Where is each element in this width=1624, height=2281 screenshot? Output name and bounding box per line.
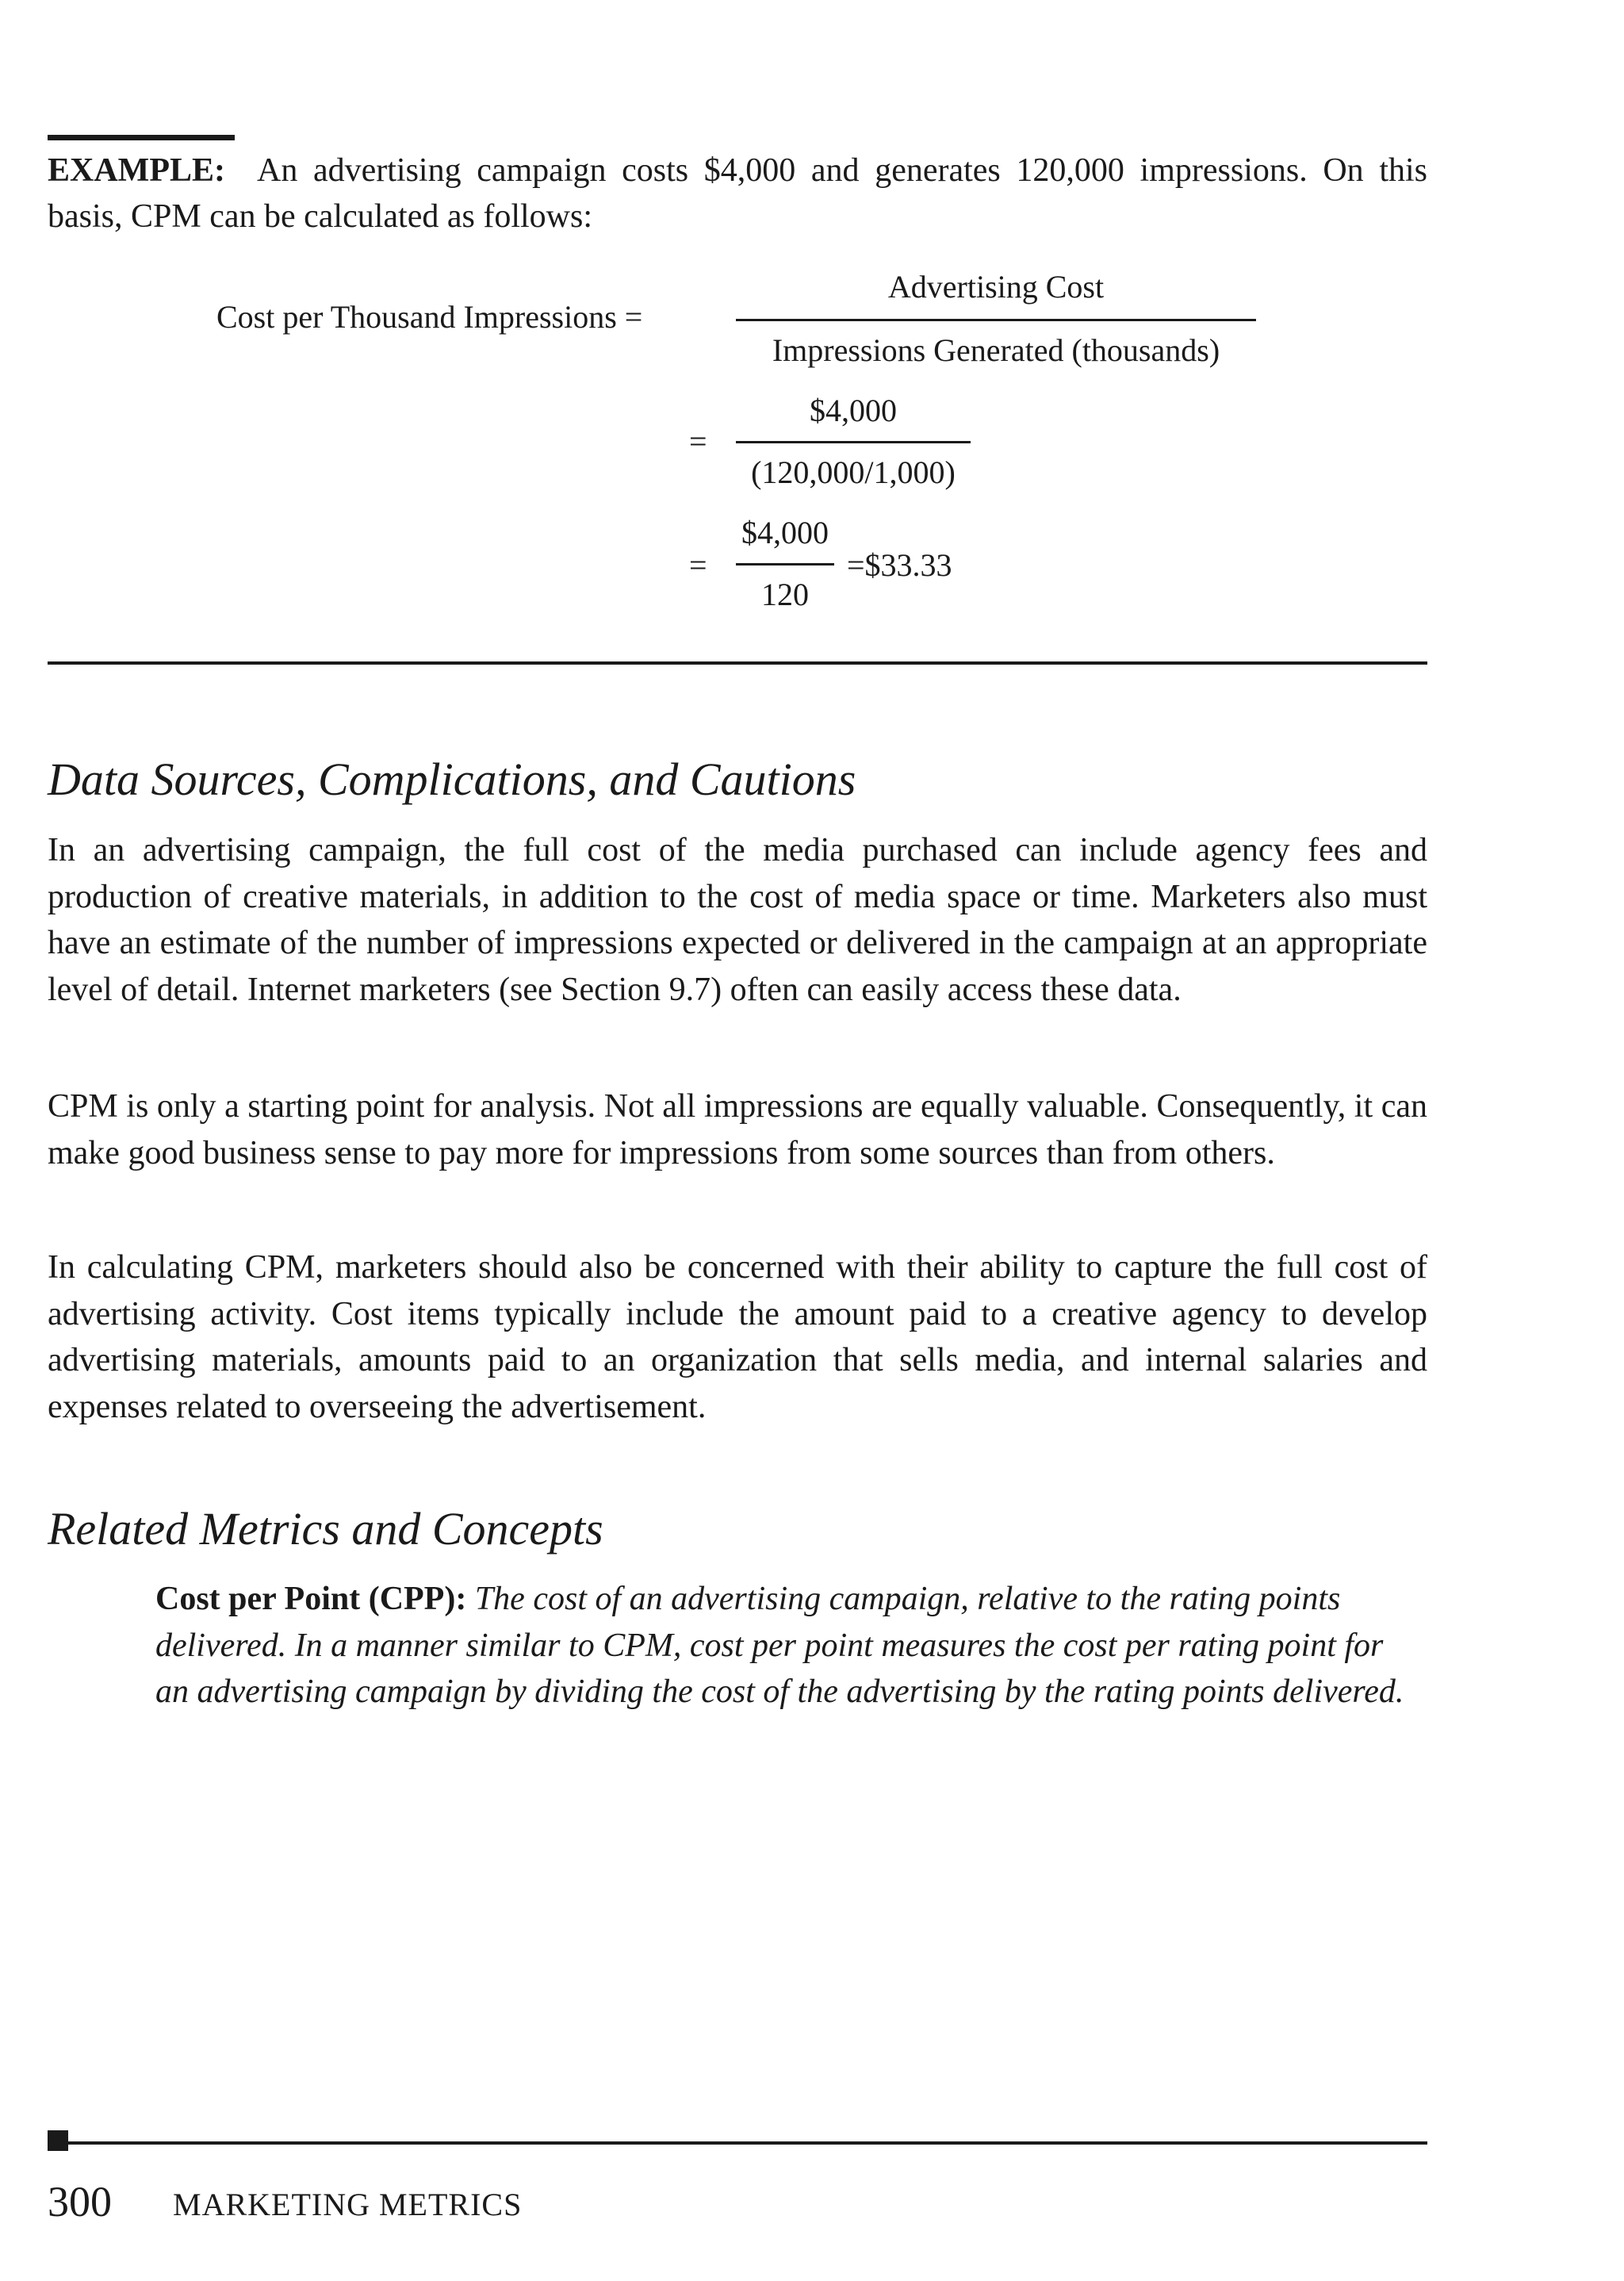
body-paragraph-1: In an advertising campaign, the full cost of the media purchased can include agency fees and production of creative materials, in addition to the cost of media space or time. Marketers also must have an estimate of the number of impressions expected or delivered in the campaign at an appropriate level of detail. Internet marketers (see Section 9.7) often can easily access these data. xyxy=(48,832,1427,1008)
term-definition-cpp xyxy=(155,1576,1408,1716)
example-text: An advertising campaign costs $4,000 and generates 120,000 impressions. On this basis, CPM can be calculated as follows: xyxy=(48,152,1427,235)
formula-step2-numerator: $4,000 xyxy=(810,393,897,428)
formula-lhs: Cost per Thousand Impressions = xyxy=(216,299,643,335)
formula-step1-numerator: Advertising Cost xyxy=(887,269,1105,305)
term-cpp: Cost per Point (CPP): xyxy=(155,1581,467,1617)
book-title: MARKETING METRICS xyxy=(173,2187,523,2222)
example-label: EXAMPLE: xyxy=(48,152,225,189)
formula-step3-numerator: $4,000 xyxy=(741,515,829,550)
formula-step2-equals: = xyxy=(689,424,707,459)
example-bottom-rule xyxy=(48,661,1427,665)
formula-step3-fraction-bar xyxy=(736,563,834,565)
section-heading-data-sources: Data Sources, Complications, and Cautions xyxy=(48,753,856,805)
body-paragraph-2: CPM is only a starting point for analysis. Not all impressions are equally valuable. Consequently, it can make good business sense to pay more for impressions from some sources than from others. xyxy=(48,1088,1427,1171)
definition-cpp: The cost of an advertising campaign, relative to the rating points delivered. In a manner similar to CPM, cost per point measures the cost per rating point for an advertising campaign by dividing the cost of the advertising by the rating points delivered. xyxy=(155,1581,1404,1710)
formula-step3-denominator: 120 xyxy=(761,577,809,612)
formula-result: =$33.33 xyxy=(847,547,952,583)
footer-square-marker xyxy=(48,2130,68,2151)
page-number: 300 xyxy=(48,2178,112,2225)
footer-rule xyxy=(48,2141,1427,2145)
formula-step3-equals: = xyxy=(689,547,707,583)
section-heading-related-metrics: Related Metrics and Concepts xyxy=(48,1503,603,1555)
formula-step2-denominator: (120,000/1,000) xyxy=(751,454,956,490)
formula-step2-fraction-bar xyxy=(736,441,971,443)
example-top-rule xyxy=(48,135,235,140)
formula-step1-fraction-bar xyxy=(736,319,1256,321)
body-paragraph-3: In calculating CPM, marketers should also be concerned with their ability to capture the full cost of advertising activity. Cost items typically include the amount paid to a creative agency to develop advertising materials, amounts paid to an organization that sells media, and internal salaries and expenses related to overseeing the advertisement. xyxy=(48,1249,1427,1425)
example-paragraph xyxy=(48,148,1427,240)
formula-step1-denominator: Impressions Generated (thousands) xyxy=(772,332,1220,368)
